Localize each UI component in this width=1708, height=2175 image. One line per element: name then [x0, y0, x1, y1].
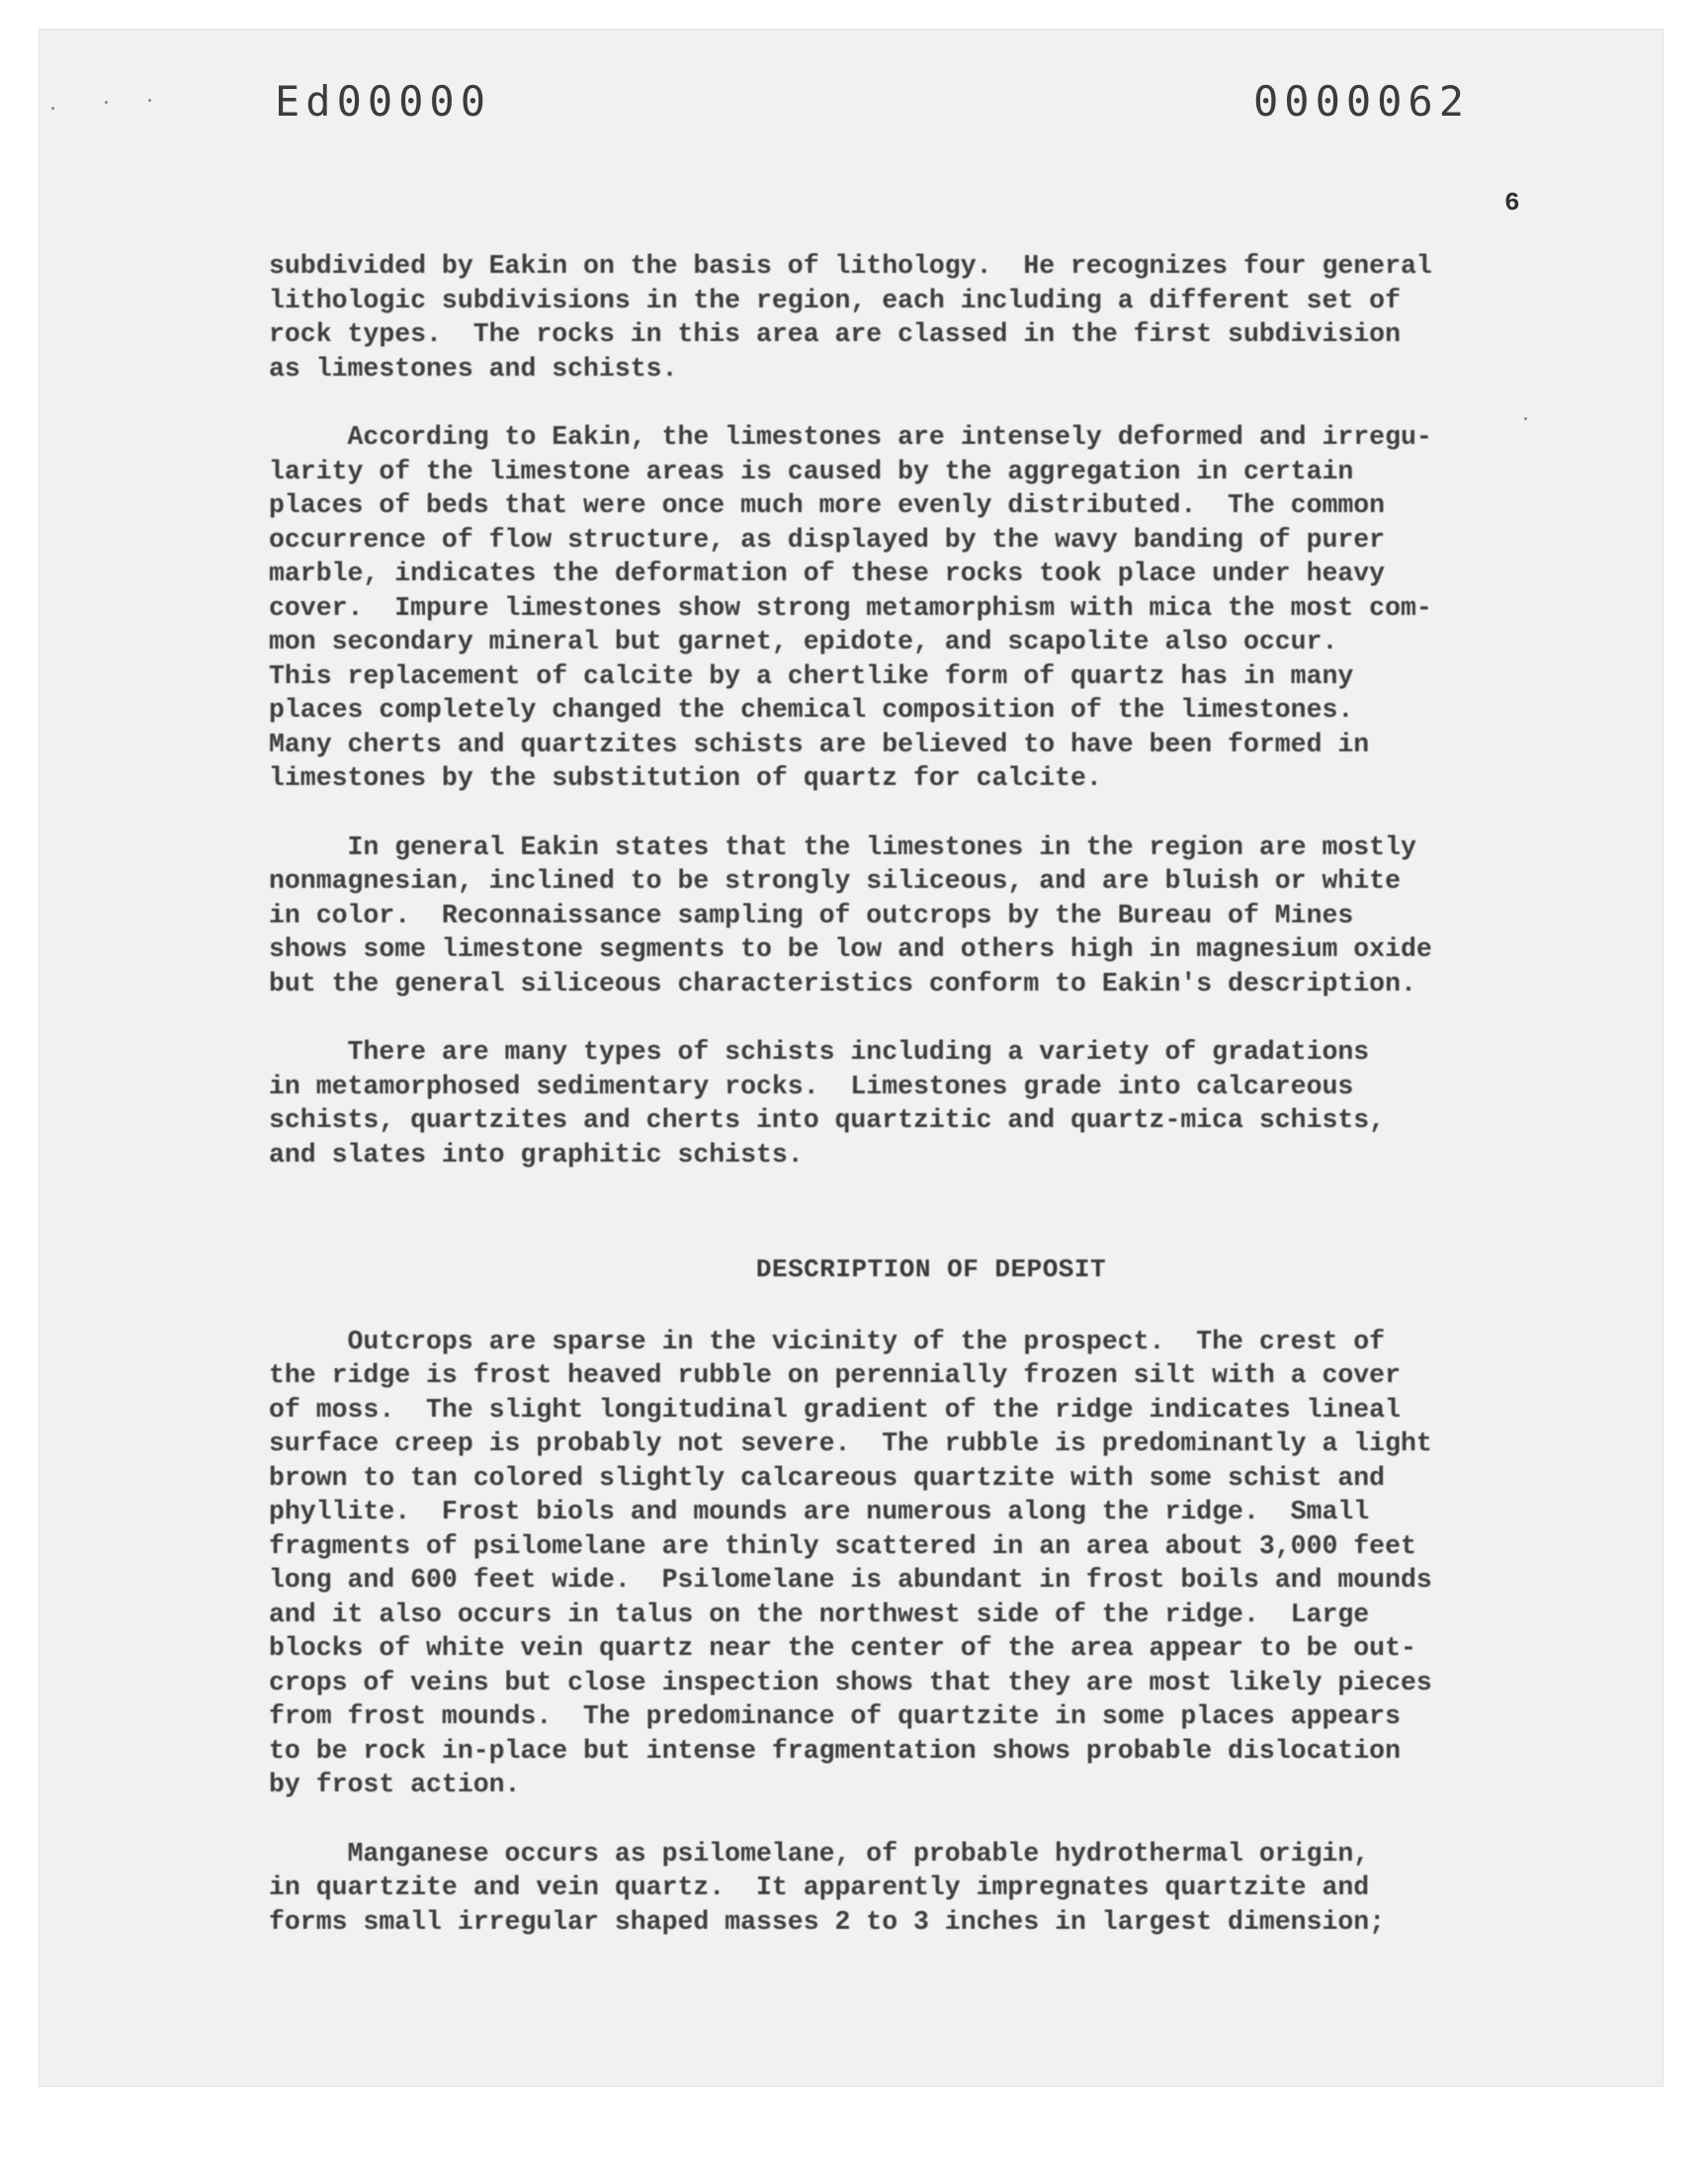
paragraphs-after-heading [269, 1325, 1534, 1940]
text-line: cover. Impure limestones show strong metamorphism with mica the most com- [269, 592, 1432, 623]
document-stamp-left: Ed00000 [275, 77, 492, 126]
text-line: in color. Reconnaissance sampling of outcrops by the Bureau of Mines [269, 900, 1354, 930]
text-line: in quartzite and vein quartz. It apparently impregnates quartzite and [269, 1872, 1370, 1902]
text-line: rock types. The rocks in this area are classed in the first subdivision [269, 319, 1401, 349]
text-line: This replacement of calcite by a chertlike form of quartz has in many [269, 660, 1354, 691]
text-line: surface creep is probably not severe. The rubble is predominantly a light [269, 1429, 1432, 1458]
document-body [269, 249, 1534, 1973]
scanned-page [40, 30, 1663, 2086]
text-line: of moss. The slight longitudinal gradient of the ridge indicates lineal [269, 1394, 1401, 1425]
text-line: larity of the limestone areas is caused by the aggregation in certain [269, 456, 1354, 486]
text-line: and it also occurs in talus on the northwest side of the ridge. Large [269, 1599, 1370, 1629]
paragraph [269, 1035, 1534, 1172]
text-line: places completely changed the chemical composition of the limestones. [269, 695, 1354, 725]
paragraph [269, 1837, 1534, 1940]
paragraph [269, 249, 1534, 386]
text-line: Manganese occurs as psilomelane, of probable hydrothermal origin, [269, 1838, 1370, 1869]
text-line: as limestones and schists. [269, 353, 678, 384]
scan-speck [148, 99, 151, 102]
text-line: marble, indicates the deformation of these rocks took place under heavy [269, 559, 1386, 588]
document-stamp-right: 0000062 [1253, 77, 1471, 126]
page-number: 6 [1504, 188, 1520, 218]
text-line: occurrence of flow structure, as displayed by the wavy banding of purer [269, 524, 1386, 555]
text-line: to be rock in-place but intense fragmentation shows probable dislocation [269, 1735, 1401, 1766]
text-line: by frost action. [269, 1770, 521, 1799]
text-line: schists, quartzites and cherts into quartzitic and quartz-mica schists, [269, 1105, 1386, 1135]
scan-speck [51, 107, 54, 110]
text-line: limestones by the substitution of quartz for calcite. [269, 763, 1102, 793]
text-line: Outcrops are sparse in the vicinity of the prospect. The crest of [269, 1326, 1386, 1356]
paragraph [269, 1325, 1534, 1802]
text-line: shows some limestone segments to be low and others high in magnesium oxide [269, 934, 1432, 964]
paragraph [269, 420, 1534, 796]
text-line: subdivided by Eakin on the basis of lithology. He recognizes four general [269, 251, 1432, 281]
text-line: long and 600 feet wide. Psilomelane is abundant in frost boils and mounds [269, 1565, 1432, 1595]
text-line: There are many types of schists including a variety of gradations [269, 1037, 1370, 1067]
paragraphs-before-heading [269, 249, 1534, 1172]
section-heading-wrap [269, 1253, 1534, 1287]
text-line: lithologic subdivisions in the region, each including a different set of [269, 285, 1401, 315]
text-line: places of beds that were once much more evenly distributed. The common [269, 490, 1386, 520]
text-line: brown to tan colored slightly calcareous quartzite with some schist and [269, 1462, 1386, 1493]
paragraph [269, 830, 1534, 1001]
text-line: the ridge is frost heaved rubble on perennially frozen silt with a cover [269, 1360, 1401, 1390]
text-line: phyllite. Frost biols and mounds are numerous along the ridge. Small [269, 1497, 1370, 1526]
text-line: blocks of white vein quartz near the center of the area appear to be out- [269, 1633, 1416, 1663]
text-line: mon secondary mineral but garnet, epidote, and scapolite also occur. [269, 627, 1338, 656]
text-line: According to Eakin, the limestones are intensely deformed and irregu- [269, 422, 1432, 452]
text-line: and slates into graphitic schists. [269, 1139, 804, 1170]
text-line: In general Eakin states that the limestones in the region are mostly [269, 831, 1416, 862]
text-line: but the general siliceous characteristics conform to Eakin's description. [269, 968, 1416, 999]
section-heading: DESCRIPTION OF DEPOSIT [755, 1255, 1107, 1284]
text-line: crops of veins but close inspection shows that they are most likely pieces [269, 1667, 1432, 1697]
scan-speck [105, 101, 108, 104]
text-line: fragments of psilomelane are thinly scattered in an area about 3,000 feet [269, 1530, 1416, 1561]
text-line: forms small irregular shaped masses 2 to 3 inches in largest dimension; [269, 1906, 1386, 1937]
text-line: in metamorphosed sedimentary rocks. Limestones grade into calcareous [269, 1071, 1354, 1101]
text-line: Many cherts and quartzites schists are believed to have been formed in [269, 729, 1370, 759]
text-line: nonmagnesian, inclined to be strongly siliceous, and are bluish or white [269, 866, 1401, 896]
text-line: from frost mounds. The predominance of quartzite in some places appears [269, 1701, 1401, 1731]
